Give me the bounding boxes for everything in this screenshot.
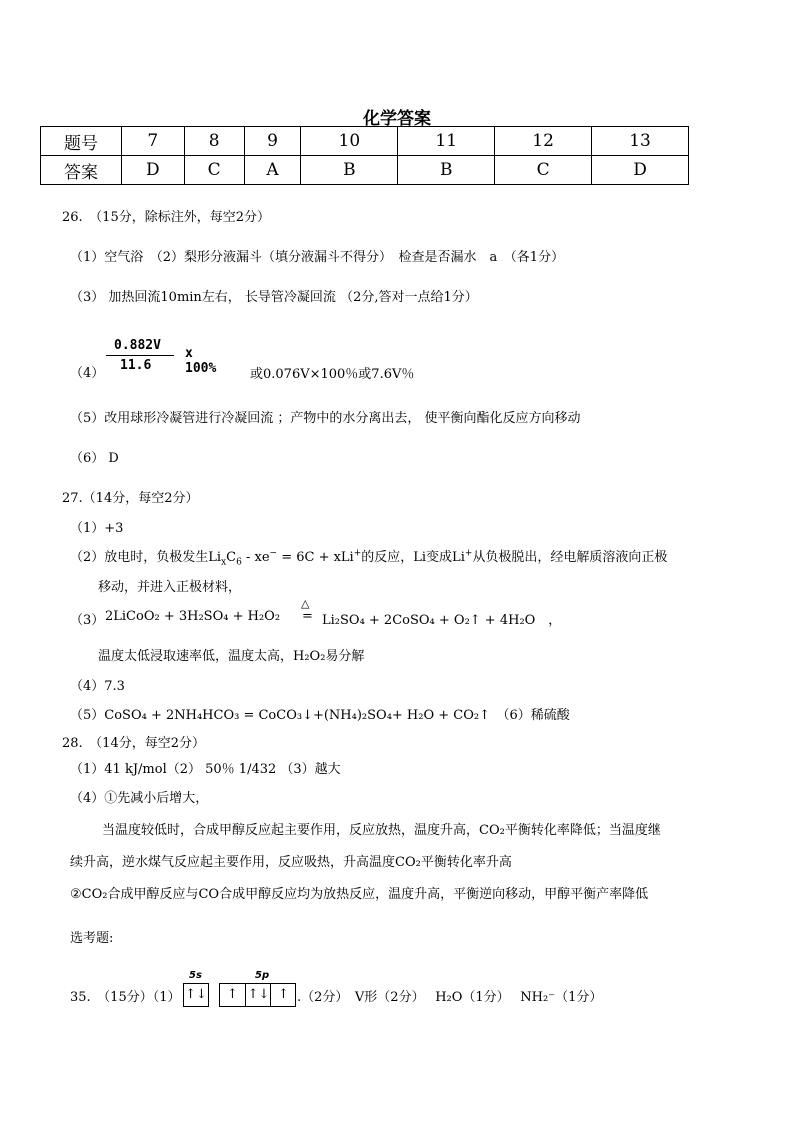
q27-l2-part: 的反应，Li变成Li — [361, 550, 465, 565]
q26-line-6: （6） D — [70, 451, 119, 466]
q27-equation-left: 2LiCoO₂ + 3H₂SO₄ + H₂O₂ — [105, 609, 281, 624]
q27-line-4: （4）7.3 — [70, 679, 125, 694]
q26-line-3: （3） 加热回流10min左右， 长导管冷凝回流 （2分,答对一点给1分） — [70, 290, 478, 305]
q28-line-7: ②CO₂合成甲醇反应与CO合成甲醇反应均为放热反应，温度升高，平衡逆向移动，甲醇平衡产率降低 — [70, 887, 649, 902]
q27-line-3b: 温度太低浸取速率低，温度太高，H₂O₂易分解 — [98, 649, 365, 664]
orbital-box-5p — [219, 983, 296, 1007]
q27-heading: 27.（14分，每空2分） — [62, 491, 199, 506]
delta-symbol: △ — [301, 597, 310, 610]
table-cell-answer: D — [592, 156, 689, 185]
table-answer-label: 答案 — [41, 156, 122, 185]
table-row-numbers — [41, 127, 689, 156]
table-header-label: 题号 — [41, 127, 122, 156]
q35-rest: .（2分） V形（2分） H₂O（1分） NH₂⁻（1分） — [297, 990, 603, 1005]
table-cell-number: 8 — [184, 127, 244, 156]
q27-line-2: （2）放电时，负极发生$Li_xC_6 - xe^- = 6C + xLi^+$的反应，Li变成Li+从负极脱出，经电解质溶液向正极 — [70, 548, 668, 568]
electron-up-arrow: ↑ — [270, 984, 296, 1006]
answer-table — [40, 126, 689, 185]
table-cell-answer: C — [184, 156, 244, 185]
table-cell-answer: D — [122, 156, 185, 185]
q26-line-5: （5）改用球形冷凝管进行冷凝回流 ；产物中的水分离出去， 使平衡向酯化反应方向移动 — [70, 411, 581, 426]
page-title: 化学答案 — [363, 109, 431, 129]
fraction-times: x 100% — [185, 346, 217, 376]
electron-pair-arrow: ↑↓ — [245, 984, 271, 1006]
q27-line-5: （5）CoSO₄ + 2NH₄HCO₃ = CoCO₃↓+(NH₄)₂SO₄+ H₂O + CO₂↑ （6）稀硫酸 — [70, 708, 570, 723]
q27-line-1: （1）+3 — [70, 521, 124, 536]
table-cell-number: 11 — [398, 127, 495, 156]
electron-pair-arrow: ↑↓ — [185, 987, 207, 1002]
q27-l2-part: = 6C + xLi — [277, 550, 354, 565]
electron-up-arrow: ↑ — [227, 987, 238, 1002]
orbital-5s-label: 5s — [189, 970, 202, 981]
table-cell-number: 13 — [592, 127, 689, 156]
q28-line-1: （1）41 kJ/mol（2） 50％ 1/432 （3）越大 — [70, 762, 341, 777]
q28-line-5: 当温度较低时，合成甲醇反应起主要作用，反应放热，温度升高，CO₂平衡转化率降低；当温度继 — [102, 823, 661, 838]
table-cell-number: 7 — [122, 127, 185, 156]
table-cell-answer: C — [495, 156, 592, 185]
table-cell-number: 12 — [495, 127, 592, 156]
q26-heading: 26. （15分，除标注外，每空2分） — [62, 210, 270, 225]
q28-heading: 28. （14分，每空2分） — [62, 736, 205, 751]
q26-part-4-alt: 或0.076V×100％或7.6V％ — [250, 367, 415, 382]
q26-part-4-label: （4） — [70, 366, 105, 381]
q28-line-6: 续升高，逆水煤气反应起主要作用，反应吸热，升高温度CO₂平衡转化率升高 — [70, 855, 512, 870]
table-cell-number: 10 — [301, 127, 398, 156]
q27-equation-right: Li₂SO₄ + 2CoSO₄ + O₂↑ + 4H₂O ， — [322, 613, 562, 628]
table-cell-answer: B — [398, 156, 495, 185]
q27-l2-part: C — [226, 550, 237, 565]
table-row-answers — [41, 156, 689, 185]
elective-heading: 选考题: — [70, 931, 114, 946]
q27-line-2b: 移动，并进入正极材料， — [98, 580, 242, 595]
fraction-denominator: 11.6 — [120, 358, 152, 373]
table-cell-answer: B — [301, 156, 398, 185]
q28-line-4: （4）①先减小后增大， — [70, 791, 209, 806]
equals-sign: = — [302, 609, 313, 624]
q27-l2-part: 从负极脱出，经电解质溶液向正极 — [472, 550, 668, 565]
orbital-box-5s — [183, 983, 209, 1007]
q27-l2-part: （2）放电时，负极发生Li — [70, 550, 222, 565]
table-cell-answer: A — [244, 156, 301, 185]
fraction-numerator: 0.882V — [114, 338, 161, 353]
q35-heading: 35. （15分）（1） — [70, 990, 181, 1005]
q26-line-1: （1）空气浴 （2）梨形分液漏斗（填分液漏斗不得分） 检查是否漏水 a （各1分） — [70, 250, 565, 265]
fraction-bar — [106, 355, 174, 356]
table-cell-number: 9 — [244, 127, 301, 156]
q27-l2-part: - xe — [241, 550, 270, 565]
orbital-5p-label: 5p — [255, 970, 270, 981]
q27-part-3-label: （3） — [70, 613, 105, 628]
